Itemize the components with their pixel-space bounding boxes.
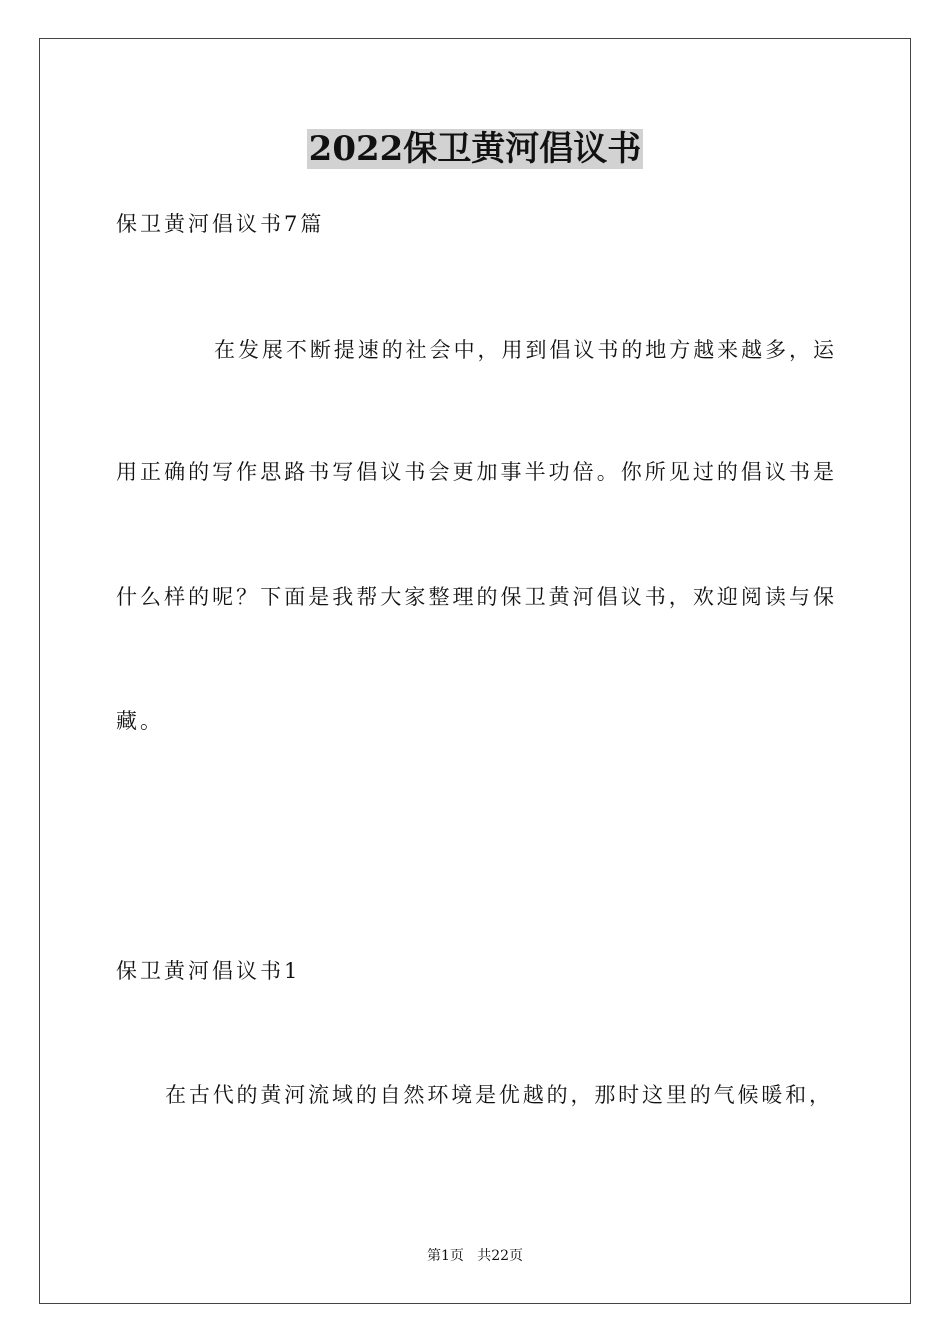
intro-line-4: 藏。 xyxy=(116,709,164,733)
intro-line-1: 在发展不断提速的社会中，用到倡议书的地方越来越多，运 xyxy=(214,338,834,362)
section-paragraph-line-1: 在古代的黄河流域的自然环境是优越的，那时这里的气候暖和， xyxy=(165,1083,830,1107)
document-title-text: 2022保卫黄河倡议书 xyxy=(308,129,642,169)
document-title xyxy=(0,124,950,174)
intro-line-2: 用正确的写作思路书写倡议书会更加事半功倍。你所见过的倡议书是 xyxy=(116,460,834,484)
intro-line-3: 什么样的呢？下面是我帮大家整理的保卫黄河倡议书，欢迎阅读与保 xyxy=(116,585,834,609)
page-footer: 第1页 共22页 xyxy=(426,1248,524,1264)
section-heading: 保卫黄河倡议书1 xyxy=(116,959,301,983)
document-subtitle: 保卫黄河倡议书7篇 xyxy=(116,212,325,236)
